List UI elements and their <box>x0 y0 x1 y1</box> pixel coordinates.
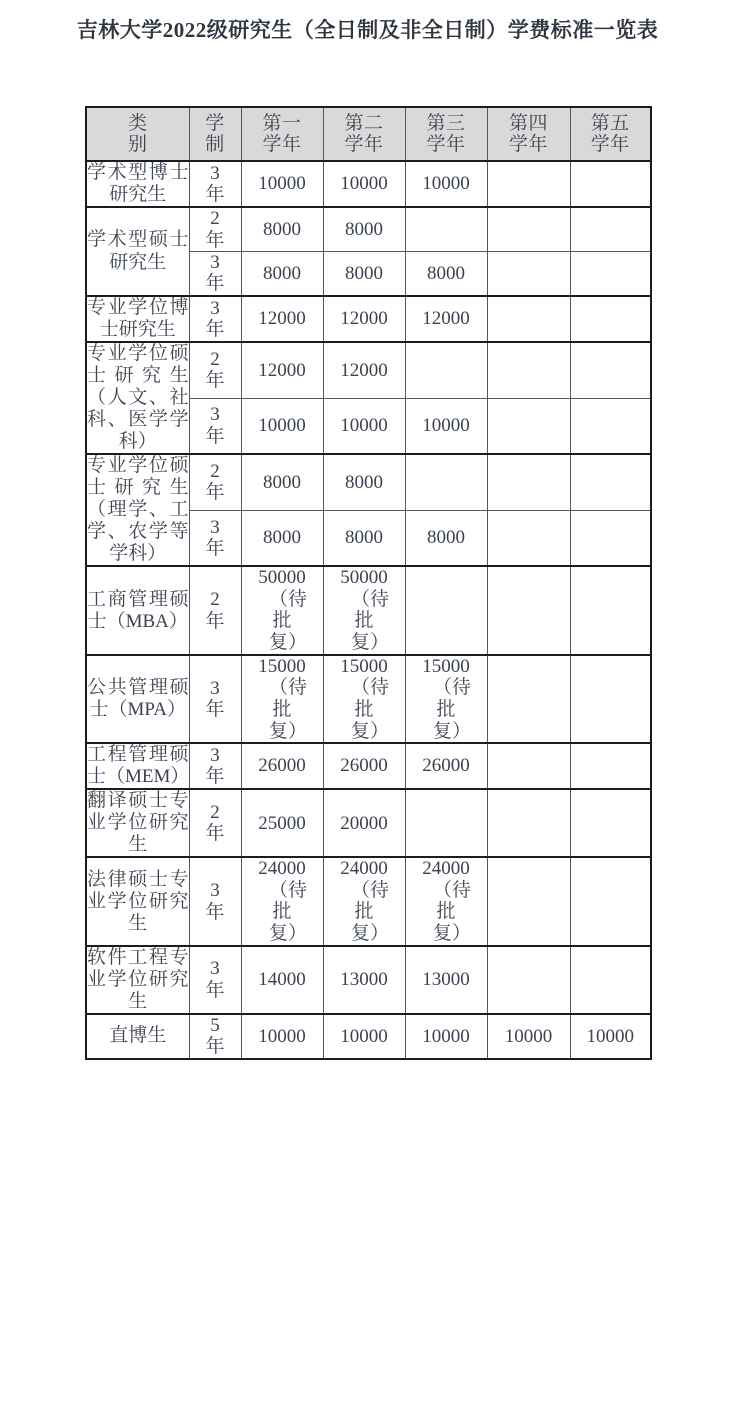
cell-fee-year-5 <box>570 342 651 398</box>
cell-fee-year-5 <box>570 1014 651 1059</box>
cell-fee-year-2 <box>323 454 405 510</box>
category-label: 直博生 <box>109 1025 167 1047</box>
fee-pending-approval-note: （待批复） <box>269 879 308 945</box>
cell-fee-year-4 <box>487 655 570 743</box>
fee-amount: 13000 <box>422 969 470 991</box>
cell-category <box>86 454 189 566</box>
cell-fee-year-2 <box>323 510 405 566</box>
column-header-year-5 <box>570 107 651 161</box>
column-header-year-1 <box>241 107 323 161</box>
cell-duration <box>189 252 241 296</box>
fee-amount: 15000 <box>422 655 470 677</box>
cell-fee-year-3 <box>405 252 487 296</box>
cell-fee-year-5 <box>570 566 651 654</box>
cell-category <box>86 296 189 342</box>
table-header <box>86 107 651 161</box>
fee-pending-approval-note: （待批复） <box>433 677 472 742</box>
fee-amount: 50000 <box>258 567 306 589</box>
cell-fee-year-4 <box>487 510 570 566</box>
fee-amount: 12000 <box>340 359 388 381</box>
cell-fee-year-4 <box>487 857 570 945</box>
column-header-year-4 <box>487 107 570 161</box>
cell-category <box>86 207 189 296</box>
cell-fee-year-1 <box>241 857 323 945</box>
cell-fee-year-4 <box>487 296 570 342</box>
cell-fee-year-5 <box>570 857 651 945</box>
header-line: 学年 <box>508 134 548 155</box>
fee-amount: 10000 <box>422 173 470 195</box>
fee-amount: 15000 <box>258 655 306 677</box>
category-label: 专业学位硕士研究生（理学、工学、农学等学科） <box>87 455 189 565</box>
cell-fee-year-1 <box>241 655 323 743</box>
table-row <box>86 454 651 510</box>
fee-amount: 8000 <box>345 218 383 240</box>
table-row <box>86 857 651 945</box>
fee-amount: 20000 <box>340 812 388 834</box>
table-row <box>86 566 651 654</box>
column-header-year-3 <box>405 107 487 161</box>
cell-duration <box>189 857 241 945</box>
cell-category <box>86 743 189 789</box>
fee-amount: 8000 <box>427 527 465 549</box>
duration-label: 3年 <box>205 880 225 923</box>
cell-fee-year-5 <box>570 655 651 743</box>
duration-label: 3年 <box>205 958 225 1001</box>
cell-category <box>86 161 189 207</box>
fee-amount: 26000 <box>340 755 388 777</box>
fee-amount: 8000 <box>263 218 301 240</box>
fee-amount: 8000 <box>263 527 301 549</box>
header-line: 学年 <box>262 134 302 155</box>
fee-amount: 14000 <box>258 969 306 991</box>
cell-duration <box>189 655 241 743</box>
cell-fee-year-2 <box>323 743 405 789</box>
fee-amount: 12000 <box>340 308 388 330</box>
fee-amount: 10000 <box>422 415 470 437</box>
cell-duration <box>189 161 241 207</box>
cell-fee-year-3 <box>405 342 487 398</box>
fee-amount: 8000 <box>345 262 383 284</box>
cell-fee-year-5 <box>570 454 651 510</box>
fee-amount: 50000 <box>340 567 388 589</box>
category-label: 公共管理硕士（MPA） <box>87 676 189 720</box>
cell-fee-year-4 <box>487 946 570 1014</box>
cell-fee-year-1 <box>241 1014 323 1059</box>
cell-fee-year-2 <box>323 398 405 454</box>
cell-fee-year-3 <box>405 207 487 251</box>
cell-duration <box>189 789 241 857</box>
duration-label: 3年 <box>205 516 225 560</box>
fee-amount: 26000 <box>422 755 470 777</box>
column-header-year-2-text <box>324 113 405 156</box>
fee-amount: 8000 <box>345 527 383 549</box>
cell-category <box>86 946 189 1014</box>
fee-amount: 24000 <box>422 858 470 880</box>
cell-duration <box>189 743 241 789</box>
cell-fee-year-1 <box>241 342 323 398</box>
table-row <box>86 207 651 251</box>
header-line: 类 <box>127 112 148 134</box>
cell-duration <box>189 566 241 654</box>
cell-fee-year-1 <box>241 454 323 510</box>
header-line: 制 <box>205 134 225 155</box>
header-line: 学年 <box>590 134 630 155</box>
cell-fee-year-5 <box>570 296 651 342</box>
cell-duration <box>189 342 241 398</box>
cell-fee-year-2 <box>323 342 405 398</box>
cell-duration <box>189 946 241 1014</box>
cell-fee-year-1 <box>241 398 323 454</box>
header-line: 第三 <box>426 112 466 134</box>
cell-fee-year-2 <box>323 789 405 857</box>
header-line: 别 <box>127 134 148 155</box>
duration-label: 3年 <box>205 252 225 295</box>
table-row <box>86 743 651 789</box>
cell-duration <box>189 1014 241 1059</box>
header-line: 第一 <box>262 112 302 134</box>
cell-fee-year-2 <box>323 296 405 342</box>
cell-fee-year-1 <box>241 161 323 207</box>
cell-fee-year-3 <box>405 296 487 342</box>
column-header-category-text <box>87 113 189 156</box>
duration-label: 2年 <box>205 801 225 845</box>
cell-fee-year-3 <box>405 655 487 743</box>
duration-label: 2年 <box>205 589 225 632</box>
cell-duration <box>189 207 241 251</box>
fee-amount: 25000 <box>258 812 306 834</box>
table-row <box>86 161 651 207</box>
cell-fee-year-4 <box>487 454 570 510</box>
cell-fee-year-4 <box>487 398 570 454</box>
fee-pending-approval-note: （待批复） <box>351 879 390 945</box>
fee-amount: 13000 <box>340 969 388 991</box>
cell-fee-year-5 <box>570 789 651 857</box>
cell-duration <box>189 454 241 510</box>
table-header-row <box>86 107 651 161</box>
cell-duration <box>189 296 241 342</box>
cell-fee-year-1 <box>241 252 323 296</box>
column-header-year-2 <box>323 107 405 161</box>
cell-fee-year-2 <box>323 857 405 945</box>
fee-pending-approval-note: （待批复） <box>269 588 308 654</box>
category-label: 工商管理硕士（MBA） <box>87 588 189 632</box>
duration-label: 3年 <box>205 297 225 340</box>
cell-fee-year-1 <box>241 743 323 789</box>
cell-fee-year-1 <box>241 296 323 342</box>
fee-amount: 8000 <box>263 471 301 493</box>
category-label: 专业学位硕士研究生（人文、社科、医学学科） <box>87 343 189 453</box>
header-line: 学 <box>205 112 225 134</box>
cell-fee-year-2 <box>323 252 405 296</box>
cell-fee-year-4 <box>487 789 570 857</box>
duration-label: 3年 <box>205 404 225 447</box>
category-label: 翻译硕士专业学位研究生 <box>87 790 189 856</box>
fee-amount: 10000 <box>340 1025 388 1047</box>
cell-fee-year-4 <box>487 252 570 296</box>
fee-amount: 10000 <box>258 1025 306 1047</box>
cell-fee-year-5 <box>570 398 651 454</box>
fee-pending-approval-note: （待批复） <box>269 677 308 742</box>
cell-fee-year-4 <box>487 207 570 251</box>
cell-fee-year-1 <box>241 207 323 251</box>
header-line: 学年 <box>344 134 384 155</box>
header-line: 学年 <box>426 134 466 155</box>
cell-fee-year-1 <box>241 510 323 566</box>
cell-fee-year-2 <box>323 946 405 1014</box>
cell-fee-year-2 <box>323 1014 405 1059</box>
cell-fee-year-1 <box>241 789 323 857</box>
fee-amount: 8000 <box>427 262 465 284</box>
category-label: 学术型博士研究生 <box>87 162 189 206</box>
cell-fee-year-4 <box>487 342 570 398</box>
fee-amount: 10000 <box>340 173 388 195</box>
table-row <box>86 946 651 1014</box>
fee-amount: 24000 <box>340 858 388 880</box>
fee-amount: 12000 <box>258 308 306 330</box>
category-label: 工程管理硕士（MEM） <box>87 744 190 788</box>
duration-label: 2年 <box>205 348 225 392</box>
column-header-year-3-text <box>406 113 487 156</box>
table-row <box>86 655 651 743</box>
cell-fee-year-4 <box>487 566 570 654</box>
category-label: 法律硕士专业学位研究生 <box>87 868 189 934</box>
page-title: 吉林大学2022级研究生（全日制及非全日制）学费标准一览表 <box>76 18 659 42</box>
fee-amount: 12000 <box>422 308 470 330</box>
column-header-year-1-text <box>242 113 323 156</box>
fee-amount: 8000 <box>263 262 301 284</box>
cell-fee-year-2 <box>323 655 405 743</box>
cell-category <box>86 857 189 945</box>
column-header-duration <box>189 107 241 161</box>
fee-amount: 12000 <box>258 359 306 381</box>
cell-fee-year-1 <box>241 946 323 1014</box>
cell-fee-year-3 <box>405 510 487 566</box>
duration-label: 3年 <box>205 677 225 720</box>
fee-amount: 26000 <box>258 755 306 777</box>
column-header-year-4-text <box>488 113 570 156</box>
cell-fee-year-3 <box>405 743 487 789</box>
duration-label: 2年 <box>205 208 225 251</box>
cell-fee-year-4 <box>487 743 570 789</box>
tuition-table-container <box>85 106 651 1060</box>
duration-label: 2年 <box>205 460 225 504</box>
cell-fee-year-2 <box>323 566 405 654</box>
tuition-fee-table <box>85 106 652 1060</box>
cell-category <box>86 789 189 857</box>
cell-fee-year-5 <box>570 743 651 789</box>
cell-category <box>86 1014 189 1059</box>
cell-fee-year-4 <box>487 161 570 207</box>
cell-fee-year-3 <box>405 857 487 945</box>
category-label: 专业学位博士研究生 <box>87 296 189 340</box>
duration-label: 3年 <box>205 744 225 788</box>
cell-fee-year-5 <box>570 161 651 207</box>
cell-fee-year-1 <box>241 566 323 654</box>
cell-category <box>86 566 189 654</box>
cell-fee-year-3 <box>405 789 487 857</box>
duration-label: 3年 <box>205 162 225 206</box>
cell-fee-year-3 <box>405 454 487 510</box>
header-line: 第四 <box>508 112 548 134</box>
fee-pending-approval-note: （待批复） <box>351 677 390 742</box>
header-line: 第二 <box>344 112 384 134</box>
cell-fee-year-5 <box>570 510 651 566</box>
header-line: 第五 <box>590 112 630 134</box>
category-label: 软件工程专业学位研究生 <box>87 946 189 1012</box>
table-body <box>86 161 651 1059</box>
fee-amount: 10000 <box>340 415 388 437</box>
cell-fee-year-3 <box>405 946 487 1014</box>
fee-amount: 8000 <box>345 471 383 493</box>
fee-amount: 10000 <box>504 1025 553 1047</box>
cell-fee-year-3 <box>405 161 487 207</box>
cell-category <box>86 342 189 454</box>
fee-amount: 10000 <box>258 173 306 195</box>
column-header-duration-text <box>190 113 241 156</box>
fee-amount: 24000 <box>258 858 306 880</box>
column-header-year-5-text <box>571 113 651 156</box>
cell-duration <box>189 398 241 454</box>
fee-amount: 10000 <box>258 415 306 437</box>
fee-amount: 15000 <box>340 655 388 677</box>
cell-fee-year-2 <box>323 161 405 207</box>
duration-label: 5年 <box>205 1014 225 1058</box>
cell-fee-year-3 <box>405 566 487 654</box>
cell-fee-year-5 <box>570 207 651 251</box>
table-row <box>86 296 651 342</box>
fee-amount: 10000 <box>422 1025 470 1047</box>
category-label: 学术型硕士研究生 <box>87 229 189 273</box>
table-row <box>86 789 651 857</box>
fee-pending-approval-note: （待批复） <box>433 879 472 945</box>
column-header-category <box>86 107 189 161</box>
table-row <box>86 1014 651 1059</box>
fee-pending-approval-note: （待批复） <box>351 588 390 654</box>
cell-duration <box>189 510 241 566</box>
cell-fee-year-5 <box>570 252 651 296</box>
cell-category <box>86 655 189 743</box>
fee-amount: 10000 <box>586 1025 634 1047</box>
cell-fee-year-2 <box>323 207 405 251</box>
table-row <box>86 342 651 398</box>
cell-fee-year-3 <box>405 398 487 454</box>
cell-fee-year-5 <box>570 946 651 1014</box>
cell-fee-year-4 <box>487 1014 570 1059</box>
cell-fee-year-3 <box>405 1014 487 1059</box>
